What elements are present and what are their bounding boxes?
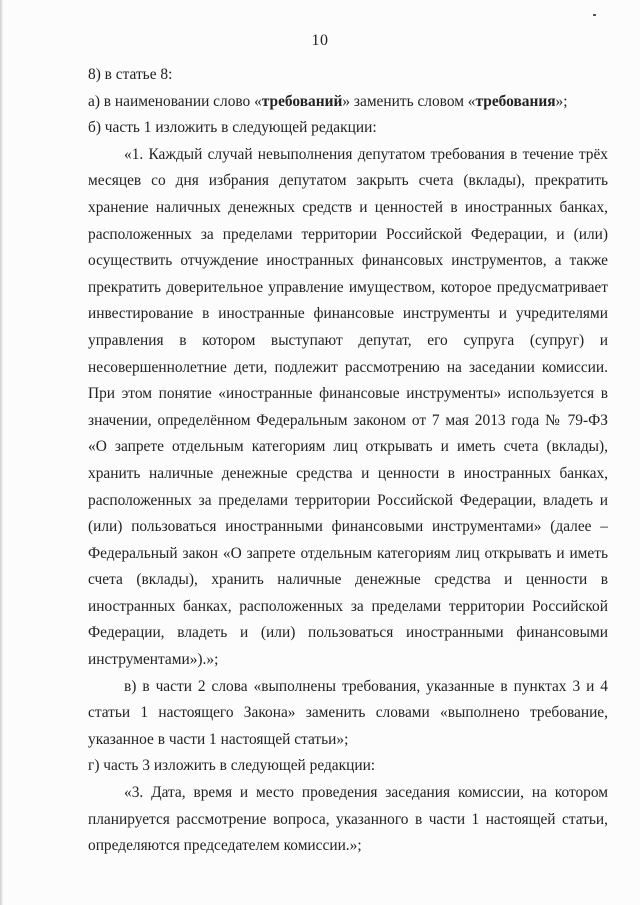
paragraph-item-8: 8) в статье 8: xyxy=(88,66,173,83)
paragraph-item-g: г) часть 3 изложить в следующей редакции: xyxy=(88,757,376,775)
item-a-suffix: »; xyxy=(555,92,568,110)
scan-edge xyxy=(0,0,3,905)
page-number: 10 xyxy=(311,32,329,49)
document-body xyxy=(88,62,608,860)
item-a-middle: » заменить словом « xyxy=(342,92,476,110)
item-a-new-word: требования xyxy=(475,92,556,110)
scan-speck xyxy=(593,14,596,16)
item-a-prefix: а) в наименовании слово « xyxy=(88,92,262,110)
paragraph-item-v: в) в части 2 слова «выполнены требования, указанные в пунктах 3 и 4 статьи 1 настоящего Закона» заменить словами «выполнено требование, указанное в части 1 настоящей статьи»; xyxy=(88,677,608,748)
item-a-old-word: требований xyxy=(261,92,343,110)
paragraph-part-3: «3. Дата, время и место проведения заседания комиссии, на котором планируется рассмотрение вопроса, указанного в части 1 настоящей статьи, определяются председателем комиссии.»; xyxy=(88,784,608,855)
paragraph-part-1: «1. Каждый случай невыполнения депутатом требования в течение трёх месяцев со дня избрания депутатом закрыть счета (вклады), прекратить хранение наличных денежных средств и ценностей в иностранных банках, расположенных за пределами территории Российской Федерации, и (или) осуществить отчуждение иностранных финансовых инструментов, а также прекратить доверительное управление имуществом, которое предусматривает инвестирование в иностранные финансовые инструменты и учредителями управления в котором выступают депутат, его супруга (супруг) и несовершеннолетние дети, подлежит рассмотрению на заседании комиссии. При этом понятие «иностранные финансовые инструменты» используется в значении, определённом Федеральным законом от 7 мая 2013 года № 79-ФЗ «О запрете отдельным категориям лиц открывать и иметь счета (вклады), хранить наличные денежные средства и ценности в иностранных банках, расположенных за пределами территории Российской Федерации, владеть и (или) пользоваться иностранными финансовыми инструментами» (далее – Федеральный закон «О запрете отдельным категориям лиц открывать и иметь счета (вклады), хранить наличные денежные средства и ценности в иностранных банках, расположенных за пределами территории Российской Федерации, владеть и (или) пользоваться иностранными финансовыми инструментами»).»; xyxy=(88,145,608,669)
paragraph-item-b: б) часть 1 изложить в следующей редакции: xyxy=(88,119,377,137)
paragraph-item-a xyxy=(88,89,608,116)
